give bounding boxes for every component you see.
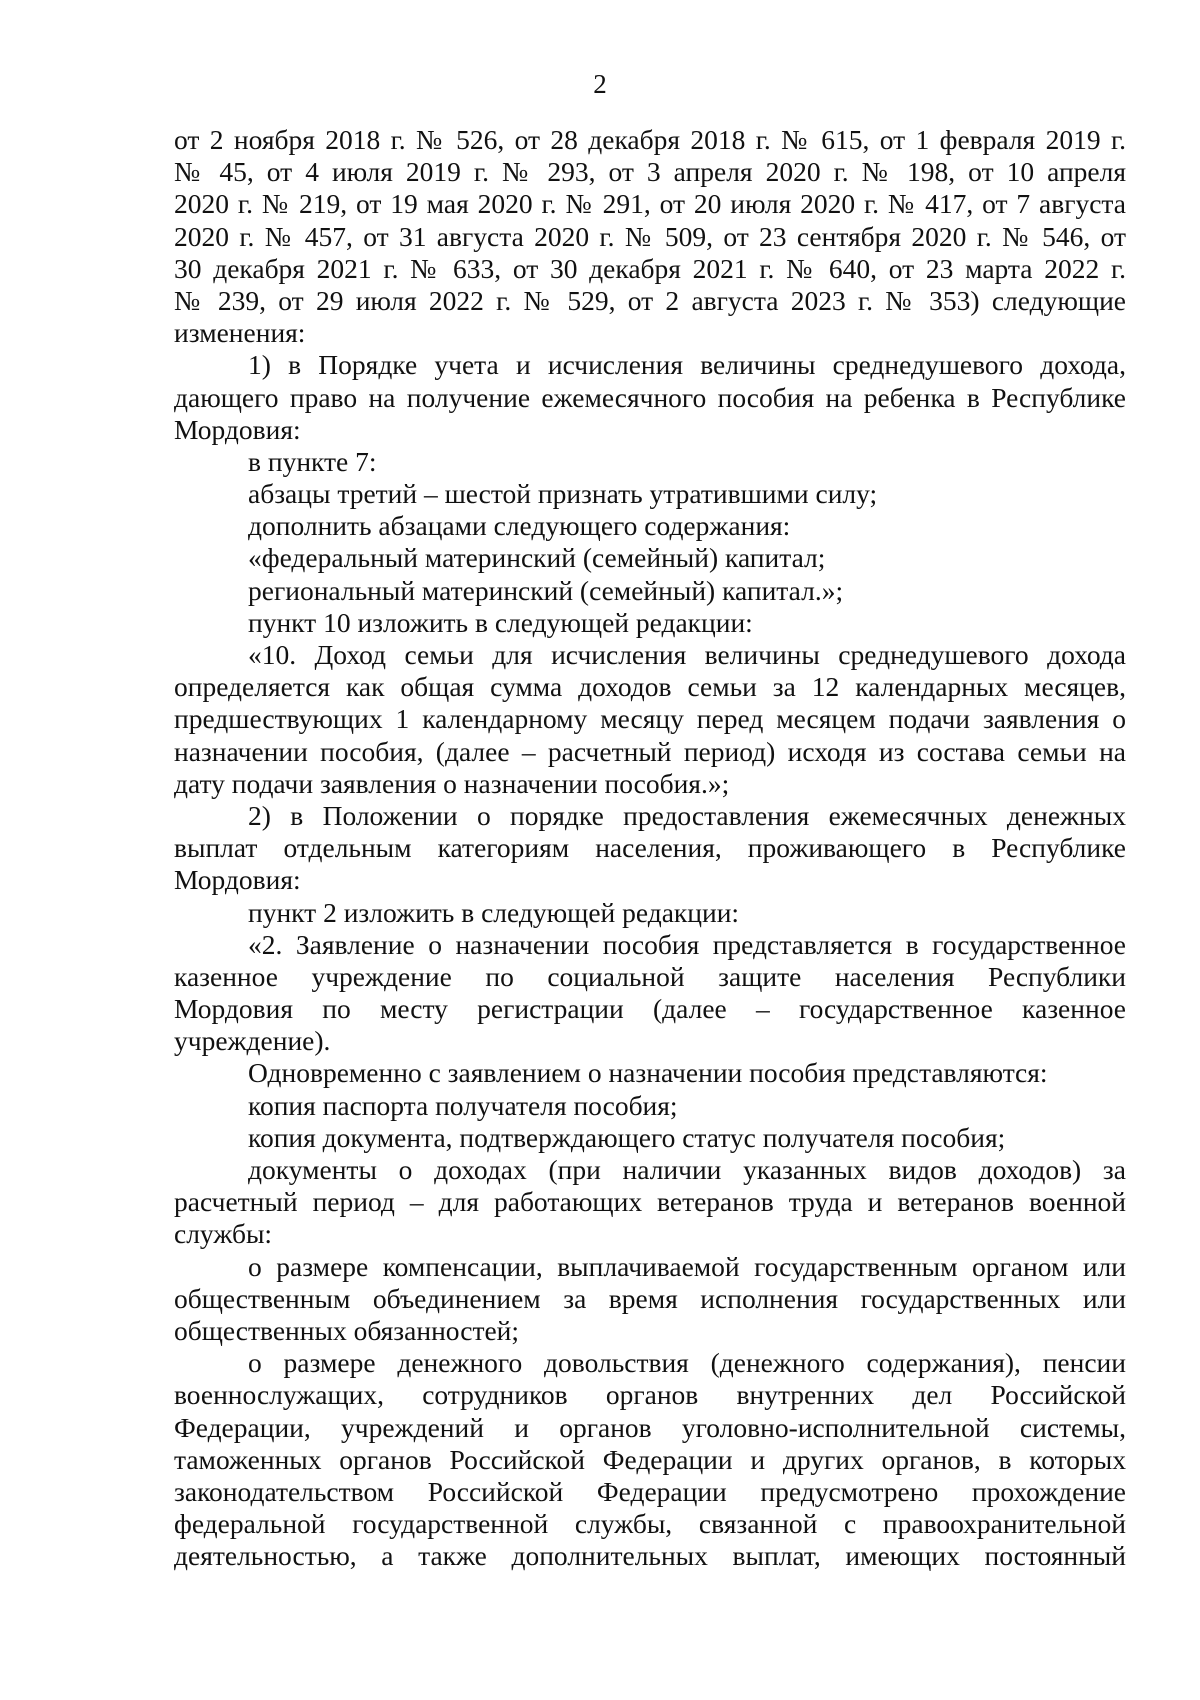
text-line: военнослужащих, сотрудников органов внутренних дел Российской [174,1379,1126,1411]
text-line: «федеральный материнский (семейный) капитал; [248,542,826,574]
text-line: «10. Доход семьи для исчисления величины среднедушевого дохода [248,639,1126,670]
text-line: общественных обязанностей; [174,1314,520,1346]
text-line: № 45, от 4 июля 2019 г. № 293, от 3 апреля 2020 г. № 198, от 10 апреля [174,156,1126,188]
text-line: изменения: [174,317,306,349]
text-line: дающего право на получение ежемесячного пособия на ребенка в Республике [174,381,1126,413]
text-line: Мордовия: [174,864,301,896]
text-line: Мордовия: [174,413,301,445]
text-line: дополнить абзацами следующего содержания: [248,510,791,542]
text-line: от 2 ноября 2018 г. № 526, от 28 декабря 2018 г. № 615, от 1 февраля 2019 г. [174,124,1126,155]
text-line: определяется как общая сумма доходов семьи за 12 календарных месяцев, [174,671,1126,703]
text-line: таможенных органов Российской Федерации и других органов, в которых [174,1443,1126,1475]
text-line: Одновременно с заявлением о назначении пособия представляются: [248,1057,1048,1089]
document-body [174,124,1126,1572]
text-line: № 239, от 29 июля 2022 г. № 529, от 2 августа 2023 г. № 353) следующие [174,284,1126,316]
text-line: о размере компенсации, выплачиваемой государственным органом или [248,1250,1126,1282]
text-line: общественным объединением за время исполнения государственных или [174,1282,1126,1314]
text-line: копия документа, подтверждающего статус получателя пособия; [248,1121,1006,1153]
text-line: «2. Заявление о назначении пособия представляется в государственное [248,928,1126,960]
text-line: в пункте 7: [248,445,377,477]
text-line: пункт 2 изложить в следующей редакции: [248,896,740,928]
text-line: учреждение). [174,1025,331,1057]
text-line: о размере денежного довольствия (денежного содержания), пенсии [248,1347,1126,1379]
text-line: предшествующих 1 календарному месяцу перед месяцем подачи заявления о [174,703,1126,735]
text-line: федеральной государственной службы, связанной с правоохранительной [174,1508,1126,1540]
text-line: 2020 г. № 219, от 19 мая 2020 г. № 291, от 20 июля 2020 г. № 417, от 7 августа [174,188,1126,220]
text-line: расчетный период – для работающих ветеранов труда и ветеранов военной [174,1186,1126,1218]
text-line: дату подачи заявления о назначении пособия.»; [174,767,730,799]
text-line: законодательством Российской Федерации предусмотрено прохождение [174,1475,1126,1507]
text-line: региональный материнский (семейный) капитал.»; [248,574,844,606]
text-line: службы: [174,1218,273,1250]
text-line: выплат отдельным категориям населения, проживающего в Республике [174,832,1126,864]
text-line: Мордовия по месту регистрации (далее – государственное казенное [174,993,1126,1025]
text-line: 30 декабря 2021 г. № 633, от 30 декабря 2021 г. № 640, от 23 марта 2022 г. [174,252,1126,284]
text-line: пункт 10 изложить в следующей редакции: [248,606,753,638]
text-line: абзацы третий – шестой признать утратившими силу; [248,478,878,510]
text-line: 2) в Положении о порядке предоставления ежемесячных денежных [248,799,1126,831]
text-line: казенное учреждение по социальной защите населения Республики [174,960,1126,992]
text-line: назначении пособия, (далее – расчетный период) исходя из состава семьи на [174,735,1126,767]
text-line: документы о доходах (при наличии указанных видов доходов) за [248,1154,1126,1185]
text-line: Федерации, учреждений и органов уголовно-исполнительной системы, [174,1411,1126,1443]
text-line: 1) в Порядке учета и исчисления величины среднедушевого дохода, [248,349,1126,381]
text-line: 2020 г. № 457, от 31 августа 2020 г. № 509, от 23 сентября 2020 г. № 546, от [174,220,1126,252]
text-line: копия паспорта получателя пособия; [248,1089,678,1121]
page-number: 2 [593,69,607,99]
text-line: деятельностью, а также дополнительных выплат, имеющих постоянный [174,1540,1126,1572]
